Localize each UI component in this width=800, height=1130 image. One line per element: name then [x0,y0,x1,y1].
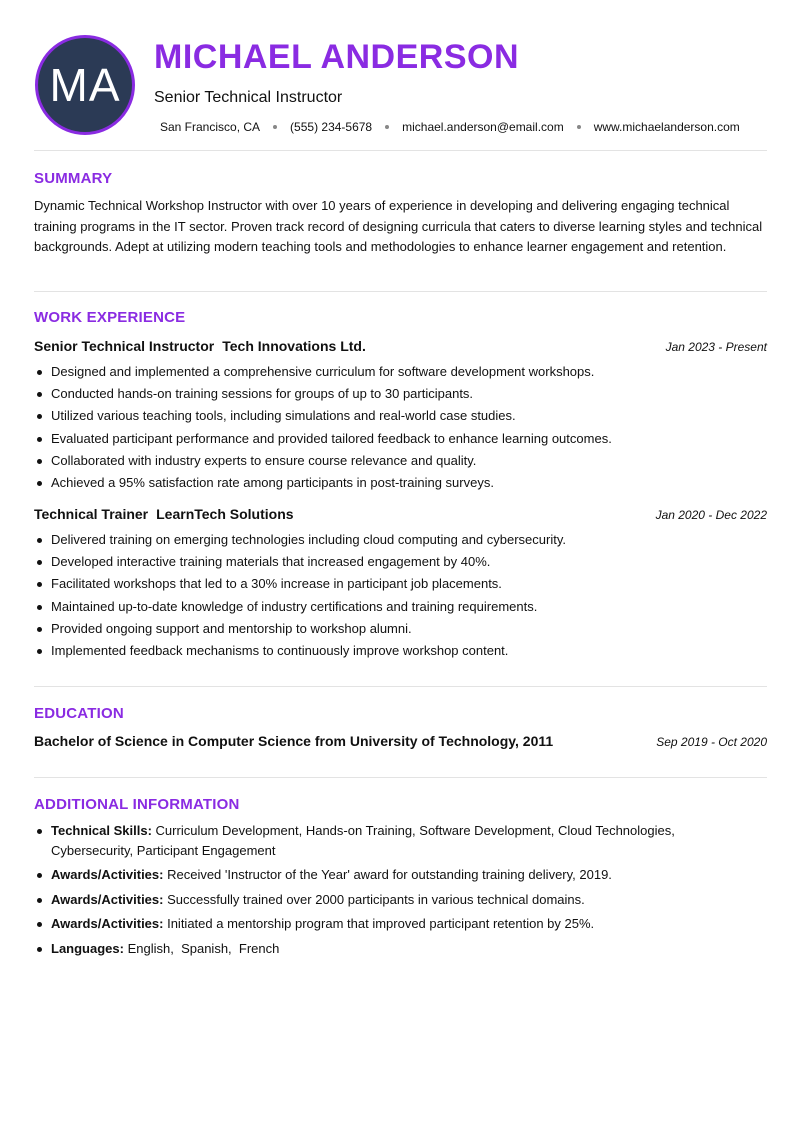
additional-heading: ADDITIONAL INFORMATION [34,796,240,813]
divider [34,291,767,292]
job-company: Tech Innovations Ltd. [222,338,366,354]
separator-dot-icon [577,125,581,129]
summary-heading: SUMMARY [34,170,113,187]
contact-location: San Francisco, CA [160,120,261,134]
education-entry [34,733,767,749]
list-item [34,865,767,885]
job-company: LearnTech Solutions [156,506,294,522]
list-item: Achieved a 95% satisfaction rate among participants in post-training surveys. [34,472,767,494]
job-dates: Jan 2023 - Present [665,340,767,354]
divider [34,777,767,778]
list-item [34,821,711,860]
list-item: Conducted hands-on training sessions for groups of up to 30 participants. [34,383,767,405]
candidate-title: Senior Technical Instructor [154,89,343,106]
job-header [34,506,767,522]
contact-email[interactable]: michael.anderson@email.com [402,120,564,134]
divider [34,150,767,151]
summary-text: Dynamic Technical Workshop Instructor with over 10 years of experience in developing and delivering engaging technical training programs in the IT sector. Proven track record of designing curricula that caters to diverse learning styles and technical backgrounds. Adept at utilizing modern teaching tools and methodologies to enhance learner engagement and retention. [34,198,763,254]
job-header [34,338,767,354]
item-label: Technical Skills: [51,823,152,838]
education-degree: Bachelor of Science in Computer Science from University of Technology, 2011 [34,733,554,749]
avatar [35,35,135,135]
job-title [34,506,294,522]
candidate-name: MICHAEL ANDERSON [154,38,520,76]
list-item [34,914,767,934]
separator-dot-icon [273,125,277,129]
list-item: Facilitated workshops that led to a 30% increase in participant job placements. [34,573,767,595]
list-item: Maintained up-to-date knowledge of industry certifications and training requirements. [34,596,767,618]
item-text: Curriculum Development, Hands-on Training, Software Development, Cloud Technologies, Cybersecurity, Participant Engagement [51,823,675,858]
separator-dot-icon [385,125,389,129]
list-item: Evaluated participant performance and provided tailored feedback to enhance learning outcomes. [34,428,767,450]
education-heading: EDUCATION [34,705,124,722]
list-item [34,939,767,959]
additional-list [34,821,767,963]
divider [34,686,767,687]
list-item: Collaborated with industry experts to ensure course relevance and quality. [34,450,767,472]
item-label: Languages: [51,940,124,956]
item-label: Awards/Activities: [51,867,164,882]
job-dates: Jan 2020 - Dec 2022 [655,508,767,522]
education-dates: Sep 2019 - Oct 2020 [656,735,767,749]
experience-heading: WORK EXPERIENCE [34,309,186,326]
list-item: Implemented feedback mechanisms to continuously improve workshop content. [34,640,767,662]
job-title [34,338,366,354]
contact-phone: (555) 234-5678 [290,120,373,134]
list-item: Developed interactive training materials that increased engagement by 40%. [34,551,767,573]
avatar-initials: MA [49,59,121,111]
contact-bar [160,120,740,134]
list-item: Designed and implemented a comprehensive curriculum for software development workshops. [34,361,767,383]
item-label: Awards/Activities: [51,916,164,931]
job-role: Technical Trainer [34,506,149,522]
job-role: Senior Technical Instructor [34,338,215,354]
item-text: Initiated a mentorship program that improved participant retention by 25%. [167,916,595,931]
job-bullets [34,361,767,494]
item-text: English, Spanish, French [127,940,280,956]
list-item [34,890,767,910]
item-text: Received 'Instructor of the Year' award for outstanding training delivery, 2019. [167,867,612,882]
job-bullets [34,529,767,662]
contact-website[interactable]: www.michaelanderson.com [593,120,740,134]
list-item: Utilized various teaching tools, including simulations and real-world case studies. [34,405,767,427]
item-label: Awards/Activities: [51,891,164,907]
list-item: Provided ongoing support and mentorship to workshop alumni. [34,618,767,640]
list-item: Delivered training on emerging technologies including cloud computing and cybersecurity. [34,529,767,551]
item-text: Successfully trained over 2000 participants in various technical domains. [167,891,585,907]
